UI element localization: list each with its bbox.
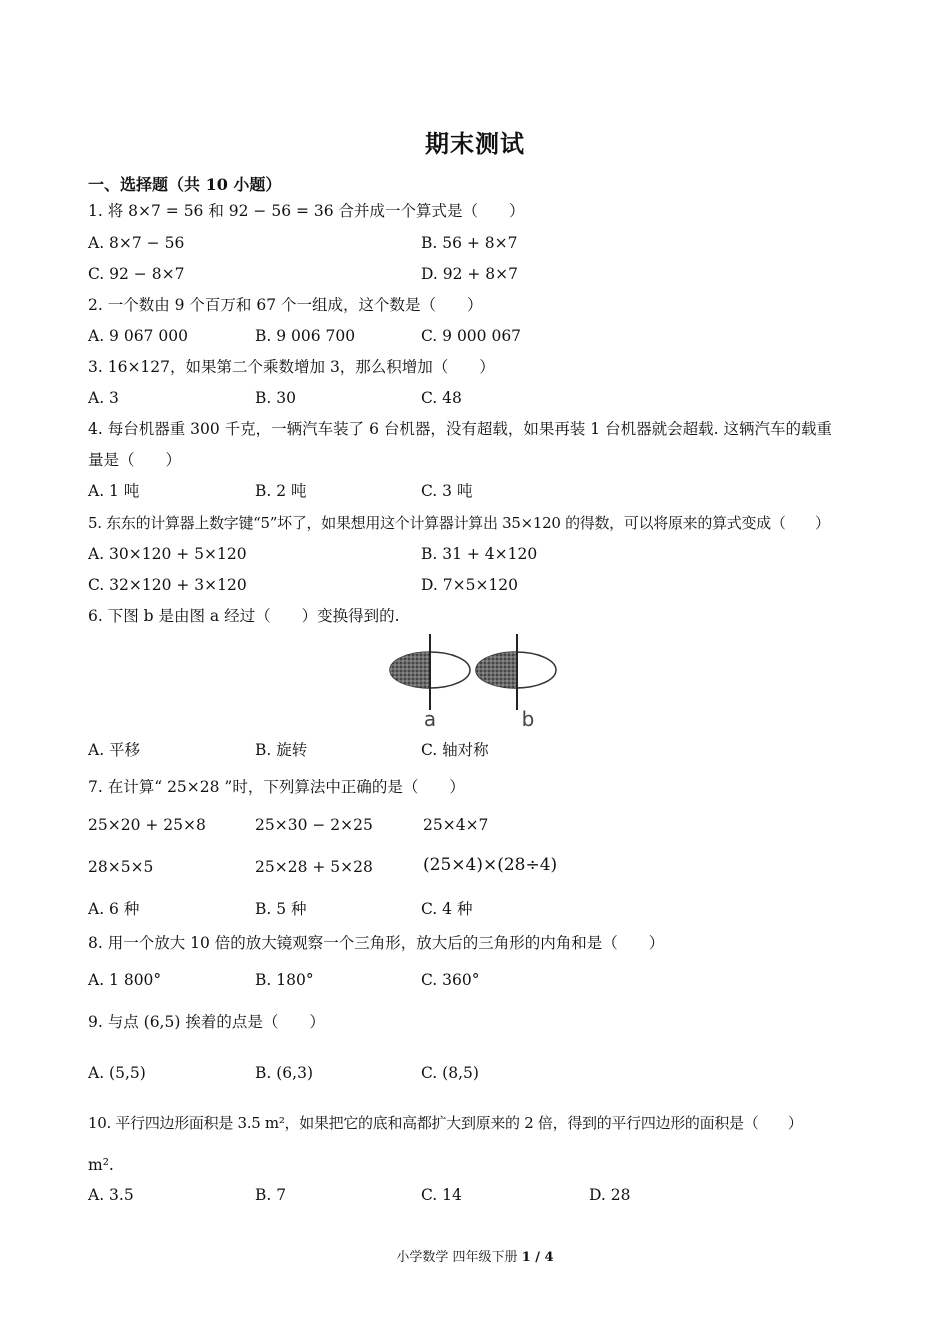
- figure-b-shape: [476, 634, 556, 710]
- q10-option-c: C. 14: [421, 1186, 462, 1204]
- question-2-stem: 2. 一个数由 9 个百万和 67 个一组成，这个数是（ ）: [88, 296, 483, 314]
- question-1-stem: 1. 将 8×7 = 56 和 92 − 56 = 36 合并成一个算式是（ ）: [88, 202, 525, 220]
- page-footer: [0, 1246, 950, 1265]
- question-4-stem-line1: 4. 每台机器重 300 千克，一辆汽车装了 6 台机器，没有超载，如果再装 1 台机器就会超载. 这辆汽车的载重: [88, 420, 832, 438]
- question-3-stem: 3. 16×127，如果第二个乘数增加 3，那么积增加（ ）: [88, 358, 495, 376]
- q4-option-c: C. 3 吨: [421, 482, 473, 500]
- q5-option-b: B. 31 + 4×120: [421, 545, 538, 563]
- q7-option-c: C. 4 种: [421, 900, 473, 918]
- q4-option-a: A. 1 吨: [88, 482, 140, 500]
- q5-option-a: A. 30×120 + 5×120: [88, 545, 247, 563]
- page-title: 期末测试: [425, 129, 525, 158]
- q7-method-6: (25×4)×(28÷4): [423, 855, 558, 875]
- figure-a-shape: [390, 634, 470, 710]
- question-10-stem-line2: m².: [88, 1156, 114, 1174]
- figure-label-b: b: [521, 707, 535, 730]
- q2-option-b: B. 9 006 700: [255, 327, 356, 345]
- q2-option-a: A. 9 067 000: [88, 327, 188, 345]
- q8-option-a: A. 1 800°: [88, 971, 162, 989]
- q6-option-b: B. 旋转: [255, 741, 308, 759]
- q5-option-c: C. 32×120 + 3×120: [88, 576, 247, 594]
- footer-text: 小学数学 四年级下册: [396, 1250, 518, 1265]
- q7-method-3: 25×4×7: [423, 816, 489, 834]
- q4-option-b: B. 2 吨: [255, 482, 307, 500]
- question-6-stem: 6. 下图 b 是由图 a 经过（ ）变换得到的.: [88, 607, 400, 625]
- figure-label-a: a: [423, 707, 437, 730]
- question-10-stem-line1: 10. 平行四边形面积是 3.5 m²，如果把它的底和高都扩大到原来的 2 倍，得到的平行四边形的面积是（ ）: [88, 1114, 803, 1132]
- q3-option-b: B. 30: [255, 389, 296, 407]
- q6-option-c: C. 轴对称: [421, 741, 489, 759]
- q5-option-d: D. 7×5×120: [421, 576, 519, 594]
- question-8-stem: 8. 用一个放大 10 倍的放大镜观察一个三角形，放大后的三角形的内角和是（ ）: [88, 934, 665, 952]
- q9-option-a: A. (5,5): [88, 1064, 146, 1082]
- q7-method-1: 25×20 + 25×8: [88, 816, 206, 834]
- q7-option-a: A. 6 种: [88, 900, 140, 918]
- q8-option-c: C. 360°: [421, 971, 480, 989]
- reflection-figure: [388, 630, 566, 730]
- q2-option-c: C. 9 000 067: [421, 327, 522, 345]
- q10-option-d: D. 28: [589, 1186, 631, 1204]
- q1-option-b: B. 56 + 8×7: [421, 234, 518, 252]
- page-number: 1 / 4: [521, 1250, 554, 1265]
- question-7-stem: 7. 在计算“ 25×28 ”时，下列算法中正确的是（ ）: [88, 778, 465, 796]
- question-9-stem: 9. 与点 (6,5) 挨着的点是（ ）: [88, 1013, 325, 1031]
- q8-option-b: B. 180°: [255, 971, 314, 989]
- q9-option-c: C. (8,5): [421, 1064, 479, 1082]
- question-5-stem: 5. 东东的计算器上数字键“5”坏了，如果想用这个计算器计算出 35×120 的得数，可以将原来的算式变成（ ）: [88, 514, 830, 532]
- q1-option-a: A. 8×7 − 56: [88, 234, 185, 252]
- q10-option-b: B. 7: [255, 1186, 287, 1204]
- q1-option-c: C. 92 − 8×7: [88, 265, 185, 283]
- q6-option-a: A. 平移: [88, 741, 141, 759]
- section-title: 一、选择题（共 10 小题）: [88, 175, 282, 194]
- q3-option-c: C. 48: [421, 389, 462, 407]
- q1-option-d: D. 92 + 8×7: [421, 265, 519, 283]
- q3-option-a: A. 3: [88, 389, 119, 407]
- q7-option-b: B. 5 种: [255, 900, 307, 918]
- question-4-stem-line2: 量是（ ）: [88, 451, 182, 469]
- q7-method-4: 28×5×5: [88, 858, 154, 876]
- q7-method-2: 25×30 − 2×25: [255, 816, 373, 834]
- q9-option-b: B. (6,3): [255, 1064, 313, 1082]
- q7-method-5: 25×28 + 5×28: [255, 858, 373, 876]
- q10-option-a: A. 3.5: [88, 1186, 134, 1204]
